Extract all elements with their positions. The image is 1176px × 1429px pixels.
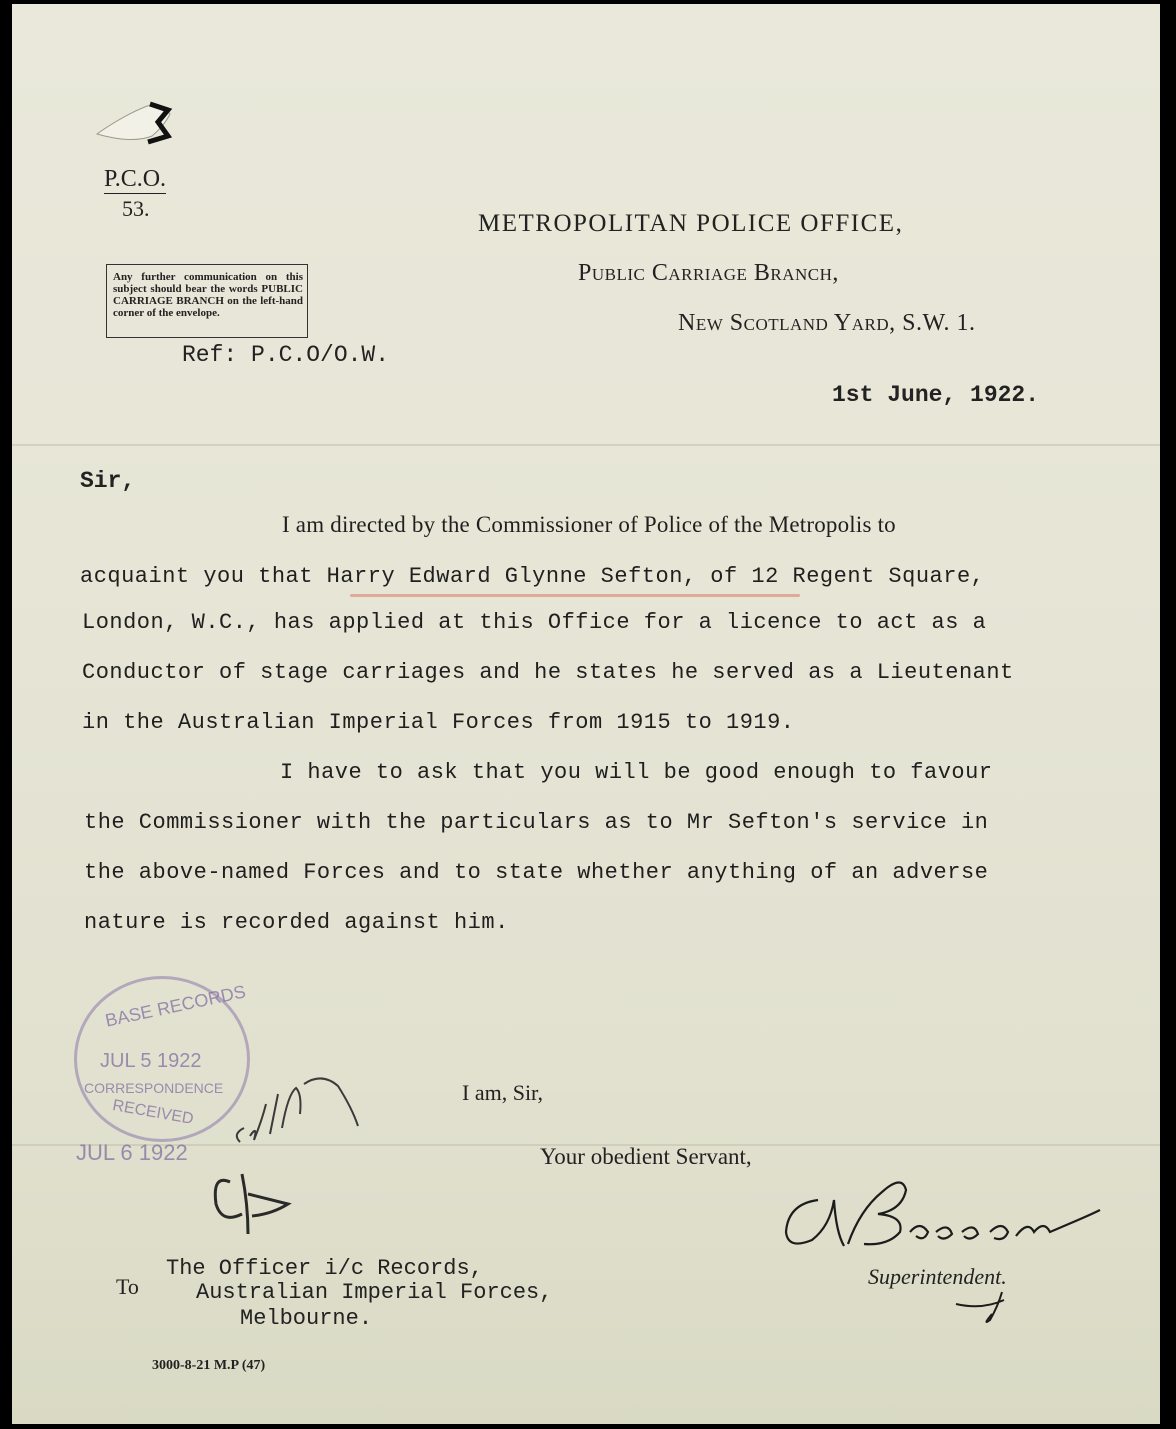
paper-fold (12, 444, 1160, 446)
body-line-4: Conductor of stage carriages and he states he served as a Lieutenant (82, 660, 1014, 685)
stamp-second-date: JUL 6 1922 (76, 1140, 188, 1165)
name-underline (350, 594, 800, 597)
torn-mark-icon (92, 96, 182, 146)
address-heading: New Scotland Yard, S.W. 1. (678, 310, 976, 336)
recipient-line-2: Australian Imperial Forces, (196, 1280, 553, 1305)
office-heading: METROPOLITAN POLICE OFFICE, (478, 210, 904, 237)
initial-mark-icon (952, 1286, 1012, 1326)
print-code: 3000-8-21 M.P (47) (152, 1358, 266, 1373)
pco-number: 53. (122, 196, 150, 221)
body-line-5: in the Australian Imperial Forces from 1915 to 1919. (82, 710, 795, 735)
branch-heading: Public Carriage Branch, (578, 260, 839, 286)
body-line-6: I have to ask that you will be good enough to favour (280, 760, 993, 785)
body-line-8: the above-named Forces and to state whether anything of an adverse (84, 860, 989, 885)
reference: Ref: P.C.O/O.W. (182, 342, 390, 368)
stamp-bottom-text: RECEIVED (111, 1097, 195, 1128)
body-line-9: nature is recorded against him. (84, 910, 509, 935)
salutation: Sir, (80, 468, 136, 494)
body-line-3: London, W.C., has applied at this Office for a licence to act as a (82, 610, 987, 635)
stamp-date: JUL 5 1922 (100, 1050, 202, 1072)
stamp-top-text: BASE RECORDS (103, 981, 248, 1031)
handwritten-notation-icon (192, 1064, 392, 1264)
recipient-line-3: Melbourne. (240, 1306, 373, 1331)
letter-page (12, 4, 1160, 1424)
closing-line-1: I am, Sir, (462, 1080, 543, 1105)
signature-icon (778, 1170, 1108, 1260)
recipient-to: To (116, 1274, 139, 1299)
body-line-1: I am directed by the Commissioner of Police of the Metropolis to (282, 512, 896, 537)
pco-label: P.C.O. (104, 166, 167, 192)
body-line-2: acquaint you that Harry Edward Glynne Sefton, of 12 Regent Square, (80, 564, 985, 589)
signatory-title: Superintendent. (868, 1264, 1007, 1289)
notice-box: Any further communication on this subject should bear the words PUBLIC CARRIAGE BRANCH on the left-hand corner of the envelope. (106, 264, 308, 338)
recipient-line-1: The Officer i/c Records, (166, 1256, 483, 1281)
closing-line-2: Your obedient Servant, (540, 1144, 752, 1169)
body-line-7: the Commissioner with the particulars as to Mr Sefton's service in (84, 810, 989, 835)
letter-date: 1st June, 1922. (832, 382, 1040, 408)
stamp-middle-text: CORRESPONDENCE (84, 1080, 224, 1096)
